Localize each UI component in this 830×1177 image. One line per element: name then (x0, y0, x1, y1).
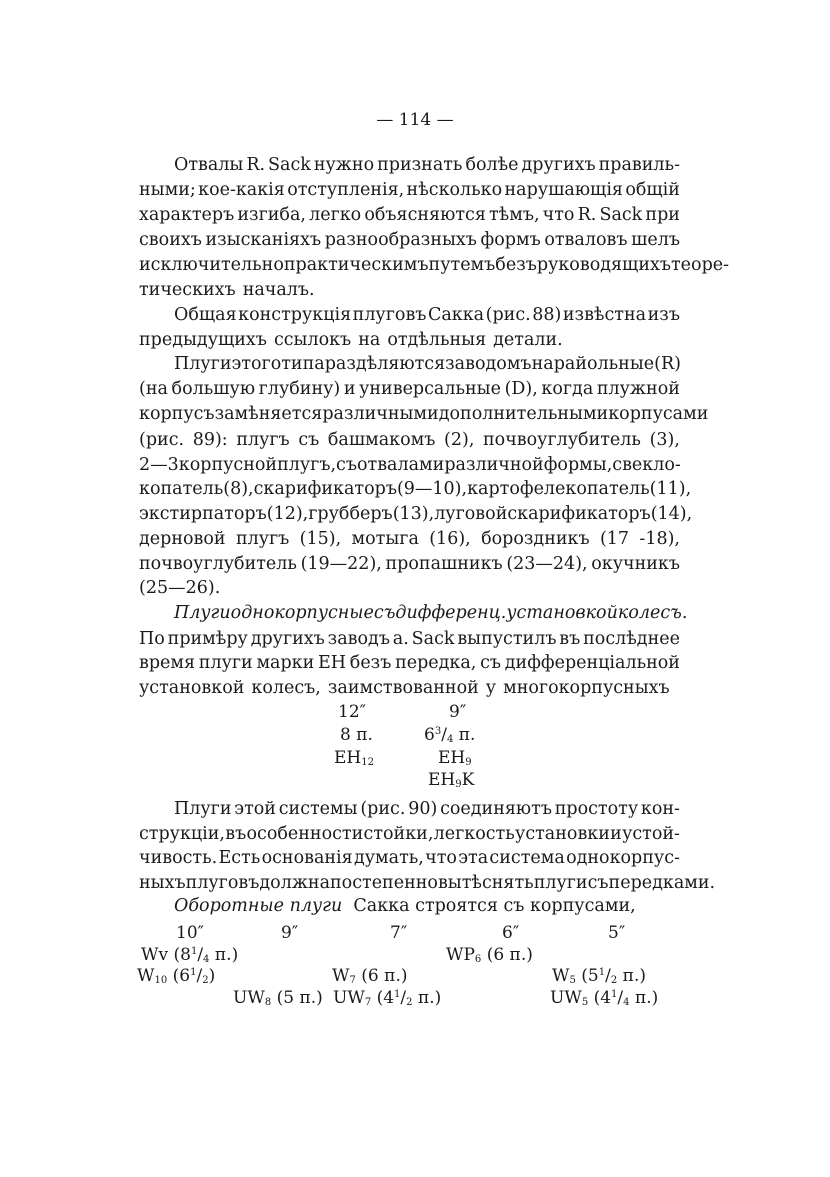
t1-size-9: 9″ (449, 702, 467, 722)
para4-line-2: время плуги марки EH безъ передка, съ дифференціальной (139, 653, 680, 673)
t2-w7: $W_7$ (6 п.) (332, 966, 408, 986)
para4-line-1: По примѣру другихъ заводъ a. Sack выпустилъ въ послѣднее (139, 629, 680, 649)
para4-line-3: установкой колесъ, заимствованной у многокорпусныхъ (139, 678, 670, 698)
t2-size-5: 5″ (608, 923, 626, 943)
t1-mark-eh12: $EH_{12}$ (334, 748, 374, 768)
t1-mark-eh9: $EH_9$ (438, 748, 472, 768)
t2-uw8: $UW_8$ (5 п.) (233, 988, 323, 1008)
t2-size-6: 6″ (502, 923, 520, 943)
para5-line-1: Плуги этой системы (рис. 90) соединяютъ простоту кон- (174, 799, 680, 819)
para2-line-1: Общая конструкція плуговъ Сакка (рис. 88) извѣстна изъ (174, 305, 680, 325)
page-number: — 114 — (376, 110, 454, 130)
t2-w5: $W_5$ ($5^1/_2$ п.) (552, 966, 646, 986)
t2-wp6: $WP_6$ (6 п.) (446, 945, 533, 965)
para3-line-2: (на большую глубину) и универсальные (D), когда плужной (139, 379, 680, 399)
para1-line-5: исключительно практическимъ путемъ безъ руководящихъ теоре- (139, 255, 730, 275)
heading-reversible-plows: Оборотные плуги Сакка строятся съ корпусами, (174, 896, 636, 916)
t1-size-12: 12″ (338, 702, 366, 722)
para5-line-4: ныхъ плуговъ должна постепенно вытѣснять плуги съ передками. (139, 873, 716, 893)
para1-line-2: ными; кое-какія отступленія, нѣсколько нарушающія общій (139, 180, 680, 200)
para1-line-3: характеръ изгиба, легко объясняются тѣмъ, что R. Sack при (139, 205, 680, 225)
para3-line-6: копатель (8), скарификаторъ (9—10), картофелекопатель (11), (139, 479, 692, 499)
t2-w10: $W_{10}$ $(6^1/_2)$ (137, 966, 216, 986)
para5-line-3: чивость. Есть основанія думать, что эта система однокорпус- (139, 848, 680, 868)
para3-line-3: корпусъ замѣняется различными дополнительными корпусами (139, 404, 709, 424)
para3-line-1: Плуги этого типа раздѣляются заводомъ на райольные (R) (174, 354, 681, 374)
para3-line-5: 2—3 корпусной плугъ, съ отвалами различной формы, свекло- (139, 455, 681, 475)
t2-size-7: 7″ (390, 923, 408, 943)
heading1-line-1: Плуги однокорпусные съ дифференц. установкой колесъ. (174, 603, 688, 623)
t2-size-9: 9″ (281, 923, 299, 943)
para3-line-9: почвоуглубитель (19—22), пропашникъ (23—24), окучникъ (139, 554, 680, 574)
para1-line-1: Отвалы R. Sack нужно признать болѣе другихъ правиль- (174, 155, 680, 175)
t2-wv: Wv ($8^1/_4$ п.) (141, 945, 239, 965)
t1-mark-eh9k: $EH_9K$ (428, 770, 475, 790)
para3-line-10: (25—26). (139, 578, 221, 598)
para3-line-8: дерновой плугъ (15), мотыга (16), бороздникъ (17 -18), (139, 529, 680, 549)
t1-weight-1: 8 п. (340, 725, 373, 745)
para3-line-7: экстирпаторъ (12), грубберъ (13), луговой скарификаторъ (14), (139, 504, 693, 524)
t2-size-10: 10″ (176, 923, 204, 943)
para3-line-4: (рис. 89): плугъ съ башмакомъ (2), почвоуглубитель (3), (139, 430, 680, 450)
para5-line-2: струкціи, въ особенности стойки, легкость установки и устой- (139, 824, 680, 844)
para2-line-2: предыдущихъ ссылокъ на отдѣльныя детали. (139, 330, 563, 350)
t2-uw7: $UW_7$ ($4^1/_2$ п.) (333, 988, 442, 1008)
para1-line-6: тическихъ началъ. (139, 280, 315, 300)
t2-uw5: $UW_5$ ($4^1/_4$ п.) (550, 988, 659, 1008)
para1-line-4: своихъ изысканіяхъ разнообразныхъ формъ отваловъ шелъ (139, 230, 680, 250)
t1-weight-2: $6^3/_4$ п. (424, 725, 476, 745)
